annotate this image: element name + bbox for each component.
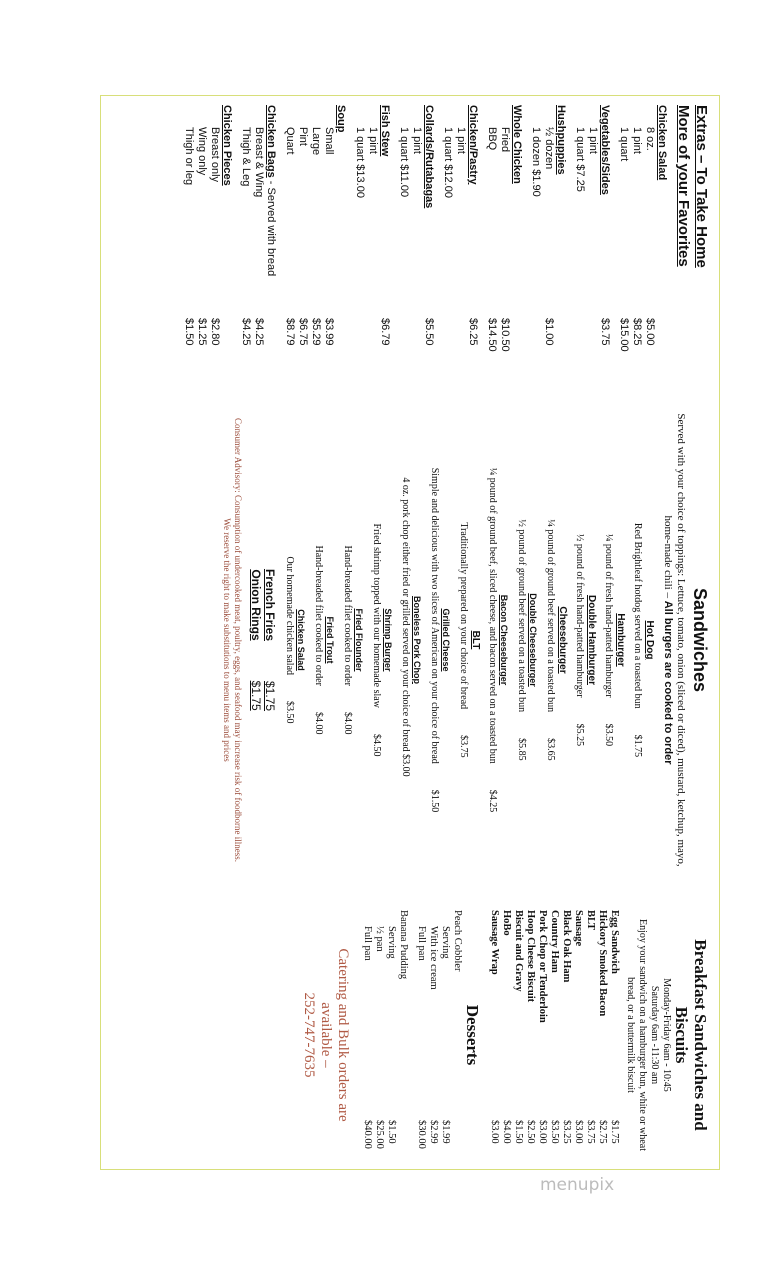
list-item: 1 quart $11.00 [398, 127, 410, 198]
breakfast-item: Black Oak Ham $3.25 [561, 910, 572, 1144]
list-item: Breast & Wing $4.25 [253, 127, 265, 346]
extras-column [182, 105, 710, 370]
list-item: 1 dozen $1.90 [530, 127, 542, 197]
whole-chicken-heading: Whole Chicken [511, 105, 523, 184]
list-item: Large $5.29 [310, 127, 322, 346]
dessert-row: Serving $1.99 [440, 926, 451, 1144]
sandwiches-subtitle: Served with your choice of toppings: Lettuce, tomato, onion (sliced or diced), mustard, ketchup, mayo, home-made chili – All burgers are cooked to order [662, 413, 687, 867]
chicken-pieces-heading: Chicken Pieces [221, 105, 233, 186]
breakfast-item: Hickory Smoked Bacon $2.75 [597, 910, 608, 1144]
collards-heading: Collards/Rutabagas $5.50 [423, 105, 435, 346]
list-item: 1 pint $8.25 [631, 127, 643, 346]
sandwich-item: Fried Trout Hand-breaded filet cooked to order$4.00 [313, 545, 335, 735]
breakfast-note: Enjoy your sandwich on a hamburger bun, white or wheat bread, or a buttermilk biscuit [625, 919, 648, 1151]
list-item: ½ dozen $1.00 [543, 127, 555, 346]
list-item: Thigh or leg $1.50 [183, 127, 195, 346]
sides-list [249, 380, 277, 900]
sandwich-item: Grilled Cheese Simple and delicious with two slices of American on your choice of bread$1.50 [429, 467, 451, 813]
fish-stew-heading: Fish Stew $6.79 [379, 105, 391, 346]
breakfast-item: Biscuit and Gravy $1.50 [513, 910, 524, 1144]
side-item: Onion Rings$1.75 [249, 569, 263, 711]
breakfast-title: Breakfast Sandwiches and Biscuits [672, 939, 710, 1131]
consumer-advisory: Consumer Advisory: Consumption of undercooked meat, poultry, eggs, and seafood may increase risk of foodborne illness. We reserve the right to make substitutions to menu items and prices [222, 417, 243, 863]
extras-title: Extras – To Take Home [693, 105, 710, 268]
chicken-salad-heading: Chicken Salad [656, 105, 668, 181]
list-item: 1 quart $13.00 [354, 127, 366, 198]
breakfast-column [300, 910, 710, 1160]
sandwich-item: BLT Traditionally prepared on your choice of bread$3.75 [458, 522, 481, 758]
list-item: Thigh & Leg $4.25 [240, 127, 252, 346]
sandwich-item: Double Hamburger ½ pound of fresh hand-patted hamburger$5.25 [574, 533, 597, 747]
breakfast-item: Pork Chop or Tenderloin $3.00 [537, 910, 548, 1144]
phone-number: 252-747-7635 [301, 992, 317, 1078]
menupix-watermark: menupix [540, 1175, 615, 1195]
breakfast-item: Egg Sandwich $1.75 [609, 910, 620, 1144]
list-item: Quart $8.79 [284, 127, 296, 346]
list-item: 1 quart $12.00 [442, 127, 454, 198]
sandwich-item: Chicken Salad Our homemade chicken salad$3.50 [284, 556, 306, 724]
breakfast-item: Hoop Cheese Biscuit $2.50 [525, 910, 536, 1144]
chicken-pastry-heading: Chicken/Pastry $6.25 [467, 105, 479, 346]
breakfast-item: HoBo $4.00 [501, 910, 512, 1144]
list-item: 1 quart $15.00 [618, 127, 630, 352]
list-item: Breast only $2.80 [209, 127, 221, 346]
breakfast-item: Sausage Wrap $3.00 [489, 910, 500, 1144]
list-item: Fried $10.50 [499, 127, 511, 352]
breakfast-item: BLT $3.75 [585, 910, 596, 1144]
list-item: 1 pint [411, 127, 423, 154]
list-item: 1 pint [455, 127, 467, 154]
dessert-item: Banana Pudding [398, 910, 409, 980]
list-item: 1 pint [367, 127, 379, 154]
sandwich-item: Hamburger ¼ pound of fresh hand-patted hamburger$3.50 [603, 533, 626, 747]
sandwich-list [283, 380, 655, 900]
sandwiches-title: Sandwiches [690, 587, 710, 693]
desserts-title: Desserts [463, 1004, 482, 1066]
list-item: BBQ $14.50 [486, 127, 498, 352]
sandwich-item: Hot Dog Red Brightleaf hotdog served on a toasted bun$1.75 [632, 522, 655, 758]
breakfast-item: Country Ham $3.50 [549, 910, 560, 1144]
list-item: Pint $6.75 [297, 127, 309, 346]
dessert-row: With ice cream $2.99 [428, 926, 439, 1144]
sandwich-item: Double Cheeseburger ½ pound of ground beef served on a toasted bun$5.85 [516, 519, 538, 761]
side-item: French Fries$1.75 [263, 568, 277, 712]
list-item: 1 quart $7.25 [574, 127, 586, 192]
dessert-row: ½ pan $25.00 [374, 926, 385, 1149]
sandwich-item: Fried Flounder Hand-breaded filet cooked to order$4.00 [342, 545, 364, 735]
sandwich-item: Bacon Cheeseburger ¼ pound of ground beef, sliced cheese, and bacon served on a toasted bun$4.25 [487, 467, 509, 813]
menu-page [100, 95, 720, 1170]
list-item: 1 pint [587, 127, 599, 154]
list-item: Small $3.99 [323, 127, 335, 346]
sandwich-item: Boneless Pork Chop 4 oz. pork chop either fried or grilled served on your choice of bread $3.00 [400, 477, 422, 777]
dessert-row: Serving $1.50 [386, 926, 397, 1144]
sandwiches-column [221, 380, 710, 900]
chicken-bags-heading: Chicken Bags - Served with bread [265, 105, 277, 277]
breakfast-hours: Monday-Friday 6am - 10:45 Saturday 6am -11:30 am [649, 978, 672, 1092]
sandwich-item: Shrimp Burger Fried shrimp topped with our homemade slaw$4.50 [371, 523, 393, 757]
catering-note: Catering and Bulk orders are available – 252-747-7635 [300, 910, 351, 1160]
hushpuppies-heading: Hushpuppies [555, 105, 567, 175]
dessert-row: Full pan $30.00 [416, 926, 427, 1149]
list-item: 8 oz. $5.00 [644, 127, 656, 346]
breakfast-item: Sausage $3.00 [573, 910, 584, 1144]
dessert-row: Full pan $40.00 [362, 926, 373, 1149]
soup-heading: Soup [335, 105, 347, 133]
list-item: Wing only $1.25 [196, 127, 208, 346]
extras-subtitle: More of your Favorites [675, 105, 692, 267]
sandwich-item: Cheeseburger ¼ pound of ground beef served on a toasted bun$3.65 [545, 519, 568, 761]
vegetables-heading: Vegetables/Sides $3.75 [599, 105, 611, 346]
dessert-item: Peach Cobbler [452, 910, 463, 972]
